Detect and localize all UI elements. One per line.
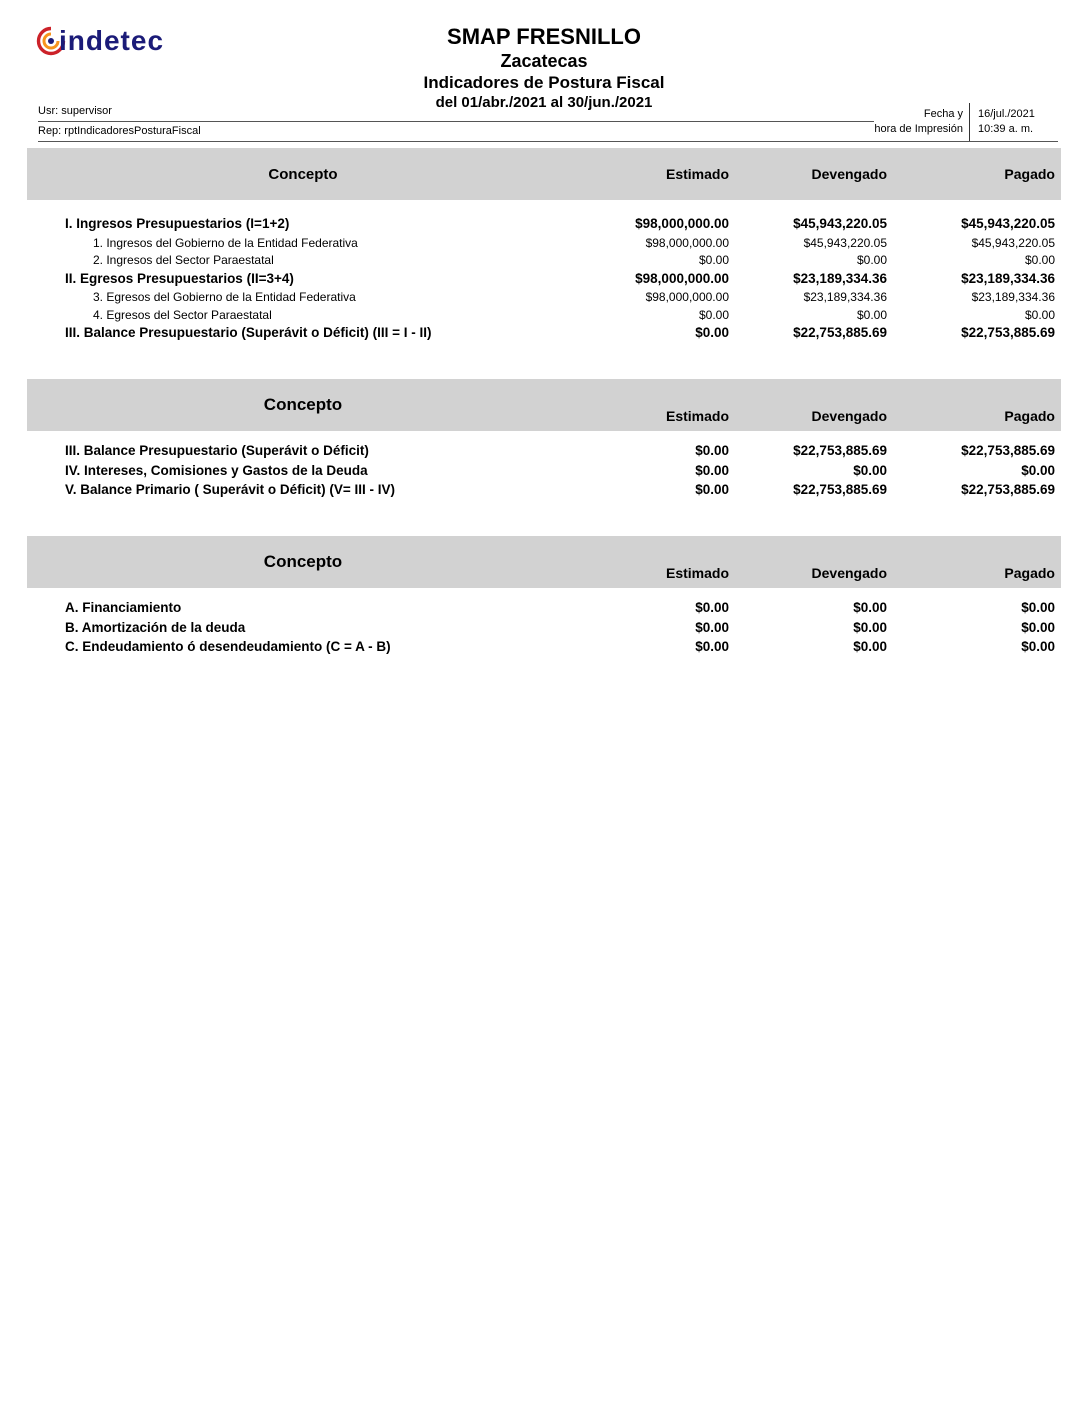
row-pagado: $23,189,334.36 <box>961 270 1055 286</box>
row-label: I. Ingresos Presupuestarios (I=1+2) <box>65 216 290 231</box>
row-pagado: $23,189,334.36 <box>971 290 1055 305</box>
table-row <box>27 215 1061 234</box>
column-header-estimado: Estimado <box>665 166 729 182</box>
row-devengado: $45,943,220.05 <box>803 235 887 250</box>
row-estimado: $0.00 <box>695 325 729 341</box>
report-name: Indicadores de Postura Fiscal <box>423 72 665 92</box>
column-header-concepto: Concepto <box>268 165 338 183</box>
row-pagado: $22,753,885.69 <box>961 482 1055 498</box>
table-row <box>27 619 1061 638</box>
table-body <box>27 215 1061 343</box>
print-info-labels <box>874 103 969 141</box>
row-estimado: $98,000,000.00 <box>635 216 729 231</box>
table-postura-fiscal <box>27 148 1061 343</box>
row-pagado: $22,753,885.69 <box>961 325 1055 341</box>
print-date: 16/jul./2021 <box>978 108 1035 120</box>
row-label: 2. Ingresos del Sector Paraestatal <box>93 253 274 268</box>
row-label: 3. Egresos del Gobierno de la Entidad Federativa <box>93 290 356 305</box>
row-label: 1. Ingresos del Gobierno de la Entidad Federativa <box>93 235 358 250</box>
table-row <box>27 252 1061 269</box>
column-header-pagado: Pagado <box>1004 564 1055 581</box>
tables-area <box>27 148 1061 657</box>
meta-strip <box>38 103 1058 142</box>
row-label: III. Balance Presupuestario (Superávit o Déficit) (III = I - II) <box>65 325 432 341</box>
row-devengado: $0.00 <box>853 639 887 655</box>
row-pagado: $0.00 <box>1021 599 1055 615</box>
row-devengado: $45,943,220.05 <box>793 216 887 231</box>
row-estimado: $0.00 <box>695 462 729 478</box>
column-header-devengado: Devengado <box>811 408 887 425</box>
row-label: II. Egresos Presupuestarios (II=3+4) <box>65 270 294 286</box>
row-label: 4. Egresos del Sector Paraestatal <box>93 307 272 322</box>
page-subtitle: Zacatecas <box>500 50 588 71</box>
row-devengado: $23,189,334.36 <box>793 270 887 286</box>
row-label: III. Balance Presupuestario (Superávit o Déficit) <box>65 443 369 459</box>
print-time: 10:39 a. m. <box>978 122 1034 135</box>
table-balance-primario <box>27 379 1061 500</box>
column-header-concepto: Concepto <box>263 551 343 571</box>
row-label: V. Balance Primario ( Superávit o Déficit) (V= III - IV) <box>65 482 395 498</box>
table-header <box>27 148 1061 200</box>
column-header-pagado: Pagado <box>1004 408 1055 425</box>
row-estimado: $0.00 <box>695 482 729 498</box>
row-estimado: $98,000,000.00 <box>645 235 729 250</box>
table-endeudamiento <box>27 536 1061 657</box>
table-row <box>27 270 1061 289</box>
row-devengado: $22,753,885.69 <box>793 482 887 498</box>
row-estimado: $0.00 <box>698 307 729 322</box>
user-line: Usr: supervisor <box>38 103 874 122</box>
meta-left <box>38 103 874 141</box>
row-devengado: $0.00 <box>853 619 887 635</box>
table-row <box>27 235 1061 252</box>
column-header-devengado: Devengado <box>811 564 887 581</box>
row-devengado: $22,753,885.69 <box>793 443 887 459</box>
row-estimado: $0.00 <box>695 443 729 459</box>
row-pagado: $22,753,885.69 <box>961 443 1055 459</box>
row-estimado: $98,000,000.00 <box>635 270 729 286</box>
column-header-estimado: Estimado <box>665 408 729 425</box>
row-devengado: $0.00 <box>856 307 887 322</box>
row-devengado: $0.00 <box>853 599 887 615</box>
table-body <box>27 599 1061 657</box>
row-devengado: $23,189,334.36 <box>803 290 887 305</box>
row-estimado: $0.00 <box>695 619 729 635</box>
table-row <box>27 289 1061 306</box>
table-row <box>27 307 1061 324</box>
column-header-pagado: Pagado <box>1004 166 1055 182</box>
column-header-devengado: Devengado <box>811 166 887 182</box>
row-label: A. Financiamiento <box>65 599 182 615</box>
table-row <box>27 442 1061 461</box>
column-header-estimado: Estimado <box>665 564 729 581</box>
logo-text: indetec <box>59 25 165 56</box>
report-period: del 01/abr./2021 al 30/jun./2021 <box>435 93 653 111</box>
row-label: C. Endeudamiento ó desendeudamiento (C = A - B) <box>65 639 391 655</box>
report-id-line: Rep: rptIndicadoresPosturaFiscal <box>38 125 201 137</box>
column-header-concepto: Concepto <box>263 395 343 415</box>
row-pagado: $0.00 <box>1024 307 1055 322</box>
print-label-line1: Fecha y <box>923 108 963 120</box>
title-block <box>0 24 1088 112</box>
table-header <box>27 379 1061 431</box>
row-pagado: $0.00 <box>1024 253 1055 268</box>
row-pagado: $0.00 <box>1021 462 1055 478</box>
row-estimado: $0.00 <box>698 253 729 268</box>
table-row <box>27 324 1061 343</box>
row-pagado: $45,943,220.05 <box>961 216 1055 231</box>
table-row <box>27 462 1061 481</box>
table-row <box>27 638 1061 657</box>
row-estimado: $98,000,000.00 <box>645 290 729 305</box>
table-body <box>27 442 1061 500</box>
row-pagado: $0.00 <box>1021 639 1055 655</box>
row-devengado: $0.00 <box>853 462 887 478</box>
print-label-line2: hora de Impresión <box>874 122 963 135</box>
row-label: B. Amortización de la deuda <box>65 619 246 635</box>
table-row <box>27 599 1061 618</box>
row-estimado: $0.00 <box>695 599 729 615</box>
row-devengado: $22,753,885.69 <box>793 325 887 341</box>
print-info <box>874 103 1058 141</box>
table-header <box>27 536 1061 588</box>
row-devengado: $0.00 <box>856 253 887 268</box>
table-row <box>27 481 1061 500</box>
row-label: IV. Intereses, Comisiones y Gastos de la Deuda <box>65 462 368 478</box>
row-pagado: $45,943,220.05 <box>971 235 1055 250</box>
row-estimado: $0.00 <box>695 639 729 655</box>
page-title: SMAP FRESNILLO <box>447 24 641 49</box>
print-info-values <box>970 103 1058 141</box>
row-pagado: $0.00 <box>1021 619 1055 635</box>
